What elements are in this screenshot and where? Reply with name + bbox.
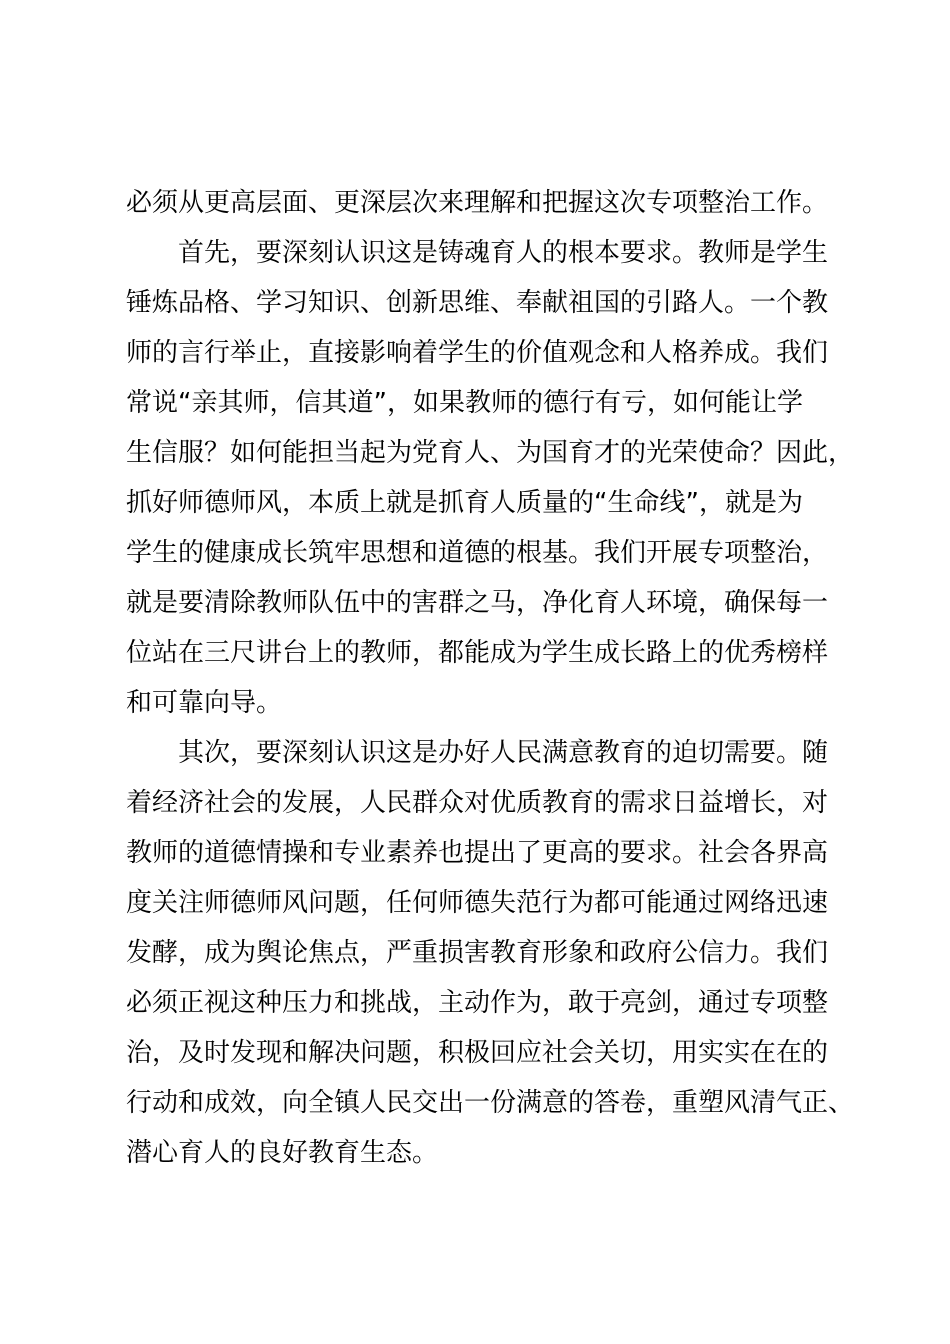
text-line: 学生的健康成长筑牢思想和道德的根基。我们开展专项整治，	[126, 538, 829, 568]
text-line: 必须正视这种压力和挑战，主动作为，敢于亮剑，通过专项整	[126, 988, 829, 1018]
text-line: 其次，要深刻认识这是办好人民满意教育的迫切需要。随	[126, 738, 829, 768]
text-line: 师的言行举止，直接影响着学生的价值观念和人格养成。我们	[126, 338, 829, 368]
text-line: 发酵，成为舆论焦点，严重损害教育形象和政府公信力。我们	[126, 938, 829, 968]
body-text	[126, 178, 855, 1178]
text-line: 教师的道德情操和专业素养也提出了更高的要求。社会各界高	[126, 838, 829, 868]
text-line: 就是要清除教师队伍中的害群之马，净化育人环境，确保每一	[126, 588, 829, 618]
text-line: 位站在三尺讲台上的教师，都能成为学生成长路上的优秀榜样	[126, 638, 829, 668]
text-line: 行动和成效，向全镇人民交出一份满意的答卷，重塑风清气正、	[126, 1088, 855, 1118]
text-line: 常说“亲其师，信其道”，如果教师的德行有亏，如何能让学	[126, 388, 803, 418]
text-line: 锤炼品格、学习知识、创新思维、奉献祖国的引路人。一个教	[126, 288, 829, 318]
text-line: 着经济社会的发展，人民群众对优质教育的需求日益增长，对	[126, 788, 829, 818]
text-line: 治，及时发现和解决问题，积极回应社会关切，用实实在在的	[126, 1038, 829, 1068]
text-line: 首先，要深刻认识这是铸魂育人的根本要求。教师是学生	[126, 238, 829, 268]
text-line: 和可靠向导。	[126, 688, 283, 718]
text-line: 度关注师德师风问题，任何师德失范行为都可能通过网络迅速	[126, 888, 829, 918]
text-line: 抓好师德师风，本质上就是抓育人质量的“生命线”，就是为	[126, 488, 803, 518]
text-line: 潜心育人的良好教育生态。	[126, 1138, 439, 1168]
text-line: 必须从更高层面、更深层次来理解和把握这次专项整治工作。	[126, 188, 829, 218]
text-line: 生信服？如何能担当起为党育人、为国育才的光荣使命？因此，	[126, 438, 855, 468]
